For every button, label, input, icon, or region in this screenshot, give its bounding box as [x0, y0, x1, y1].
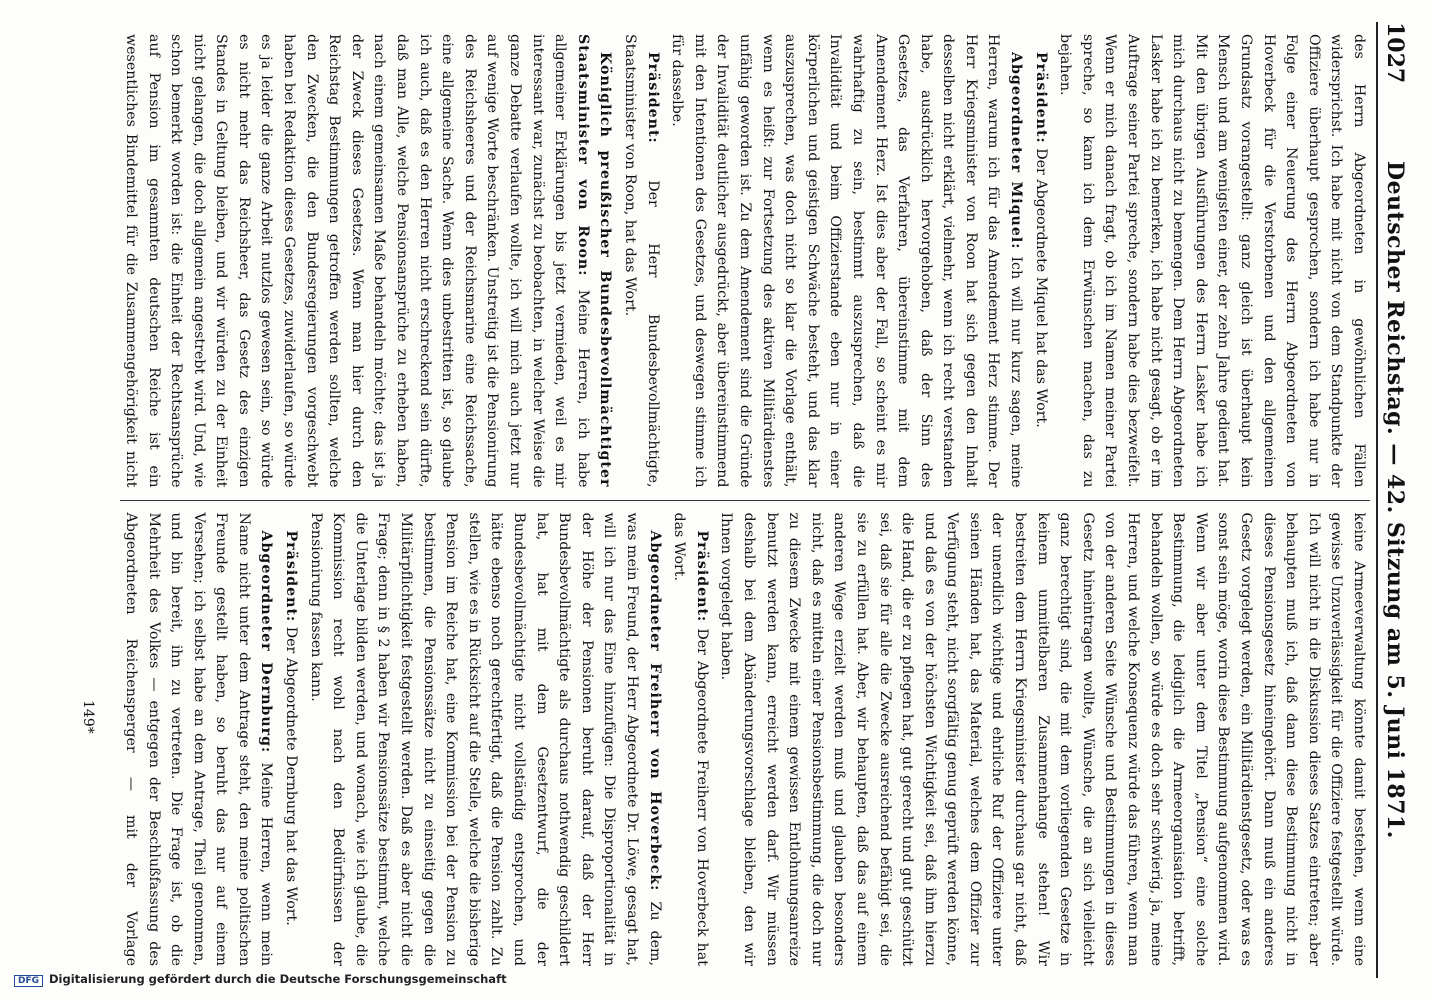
credit-text: Digitalisierung gefördert durch die Deutsche Forschungsgemeinschaft: [49, 972, 507, 986]
speaker-label: Präsident:: [693, 530, 710, 623]
paragraph-text: Der Herr Bundesbevollmächtigte, Staatsminister von Roon, hat das Wort.: [622, 34, 661, 488]
speaker-label: Königlich preußischer Bundesbevollmächtigter Staatsminister von Roon:: [574, 34, 614, 488]
paragraph-text: Meine Herren, wenn mein Name nicht unter dem Antrage steht, den meine politischen Freunde gestellt haben, so beruht das nur auf einem Versehen; ich selbst habe an dem Antrage, Theil genommen, und bin bereit, ihn zu vertreten. Die Frage ist, ob die Mehrheit des Volkes — entgegen der Beschlußfassung des Abgeordneten Reichensperger — mit der Vorlage: [122, 512, 275, 966]
paragraph-text: Der Abgeordnete Miquel hat das Wort.: [1032, 148, 1049, 428]
speaker-label: Abgeordneter Miquel:: [1008, 52, 1025, 250]
paragraph-text: Ich will nur kurz sagen, meine Herren, warum ich für das Amendement Herz stimme. Der Herr Kriegsminister von Roon hat sich gegen den Inhalt desselben nicht erklärt, vielmehr, wenn ich recht verstanden habe, ausdrücklich hervorgehoben, daß der Sinn des Gesetzes, das Verfahren, übereinstimme mit dem Amendement Herz. Ist dies aber der Fall, so scheint es mir wahrhaftig zu sein, bestimmt auszusprechen, daß die Invalidität und beim Offizierstande eben nur in einer körperlichen und geistigen Schwäche besteht, und das klar auszusprechen, was doch nicht so klar die Vorlage enthält, wenn es heißt: zur Fortsetzung des aktiven Militärdienstes unfähig geworden ist. Zu dem Amendement sind die Gründe der Invalidität deutlicher ausgedrückt, aber übereinstimmend mit den Intentionen des Gesetzes, und deswegen stimme ich für dasselbe.: [669, 34, 1025, 488]
paragraph: [1054, 34, 1370, 488]
paragraph-text: Meine Herren, ich habe allgemeiner Erklärungen bis jetzt vermieden, weil es mir interessant war, zunächst zu beobachten, in welcher Weise die ganze Debatte verlaufen wollte, ich will mich auch jetzt nur auf wenige Worte beschränken. Unstreitig ist die Pensionirung des Reichsheeres und der Reichsmarine eine Reichssache, eine allgemeine Sache. Wenn dies unbestritten ist, so glaube ich auch, daß es den Herren nicht erschreckend sein dürfte, daß man Alle, welche Pensionsansprüche zu erheben haben, nach einem gemeinsamen Maße behandeln möchte; das ist ja der Zweck dieses Gesetzes. Wenn man hier durch den Reichstag Bestimmungen getroffen werden sollten, welche den Zwecken, die den Bundesregierungen vorgeschwebt haben bei Redaktion dieses Gesetzes, zuwiderlaufen, so würde es ja leider die ganze Arbeit nutzlos gewesen sein, so würde es nicht mehr das Reichsheer, das Gesetz des einzigen Standes in Geltung bleiben, und wir würden zu der Einheit nicht gelangen, die doch allgemein angestrebt wird. Und, wie schon bemerkt worden ist: die Einheit der Rechtsansprüche auf Pension im gesammten deutschen Reiche ist ein wesentliches Bindemittel für die Zusammengehörigkeit nicht: [122, 34, 591, 488]
speaker-label: Abgeordneter Dernburg:: [258, 530, 275, 754]
paragraph-text: Der Abgeordnete Dernburg hat das Wort.: [283, 626, 300, 926]
digitization-credit: [14, 972, 974, 987]
page-number: 1027: [1382, 22, 1408, 84]
speaker-label: Präsident:: [644, 52, 661, 144]
paragraph: [668, 513, 713, 967]
running-title: Deutscher Reichstag. — 42. Sitzung am 5. Juni 1871.: [1382, 161, 1408, 839]
paragraph: [304, 513, 666, 967]
dfg-logo-icon: DFG: [14, 975, 43, 987]
speaker-label: Präsident:: [283, 530, 300, 623]
signature-mark: 149*: [80, 700, 96, 734]
paragraph: [618, 34, 663, 488]
text-columns: [120, 22, 1370, 978]
speaker-label: Abgeordneter Freiherr von Hoverbeck:: [646, 530, 663, 892]
page-header: [1376, 22, 1416, 978]
speaker-label: Präsident:: [1032, 52, 1049, 144]
paragraph-text: Zu dem, was mein Freund, der Herr Abgeordnete Dr. Löwe, gesagt hat, will ich nur das Eine hinzufügen: Die Disproportionalität in der Höhe der Pensionen beruht darauf, daß der Herr Bundesbevollmächtigte als durchaus nothwendig geschildert hat, hat mit dem Gesetzentwurf, die der Bundesbevollmächtigte nicht vollständig entsprochen, und hätte ebenso noch gerechtfertigt, daß die Pension zahlt. Zu stellen, wie es in Rücksicht auf die Stelle, welche die bisherige Pension im Reiche hat, eine Kommission bei der Pension zu bestimmen, die Pensionssätze nicht zu einseitig gegen die Militärpflichtigkeit festgestellt werden. Daß es aber nicht die Frage; denn in § 2 haben wir Pensionssätze bestimmt, welche die Unterlage bilden werden, und wonach, wie ich glaube, die Kommission recht wohl nach den Bedürfnissen der Pensionirung fassen kann.: [307, 512, 663, 967]
paragraph: [1029, 34, 1052, 488]
paragraph-text: des Herrn Abgeordneten in gewöhnlichen Fällen widersprichst. Ich habe mit nicht von dem Standpunkte der Offiziere überhaupt gesprochen, sondern ich habe nur in Folge einer Neuerung des Herrn Abgeordneten von Hoverbeck für die Verstorbenen und den allgemeinen Grundsatz vorangestellt: ganz gleich ist überhaupt kein Mensch und am wenigsten einer, der zehn Jahre gedient hat. Mit den übrigen Ausführungen des Herrn Lasker habe ich mich durchaus nicht zu bemengen. Dem Herrn Abgeordneten Lasker habe ich zu bemerken, ich habe nicht gesagt, ob er im Auftrage seiner Partei spreche, sondern habe dies bezweifelt. Wenn er mich danach fragt, ob ich im Namen meiner Partei spreche, so kann ich dem Erwünschen machen, das zu bejahen.: [1057, 34, 1367, 488]
paragraph: [666, 34, 1028, 488]
paragraph: [120, 513, 278, 967]
paragraph: [120, 34, 616, 488]
column-left: [120, 22, 1370, 500]
paragraph: [280, 513, 303, 967]
column-right: [120, 500, 1370, 979]
paragraph-text: keine Armeeverwaltung könnte damit bestehen, wenn eine gewisse Unzuverlässigkeit für die Offiziere festgestellt würde. Ich will nicht in die Diskussion dieses Satzes eintreten; aber behaupten muß ich, daß dann diese Bestimmung nicht in dieses Pensionsgesetz hineingehört. Dann muß ein anderes Gesetz vorgelegt werden, ein Militärdienstgesetz, oder was es sonst sein möge, worin diese Bestimmung aufgenommen wird. Wenn wir aber unter dem Titel „Pension“ eine solche Bestimmung, die lediglich die Armeeorganisation betrifft, behandeln wollen, so würde es doch sehr schwierig, ja, meine Herren, und welche Konsequenz würde das führen, wenn man von der anderen Seite Wünsche und Bestimmungen in dieses Gesetz hineintragen wollte, Wünsche, die an sich vielleicht ganz berechtigt sind, die mit dem vorliegenden Gesetze in keinem unmittelbaren Zusammenhange stehen! Wir bestreiten dem Herrn Kriegsminister durchaus gar nicht, daß der unendlich wichtige und ehrliche Ruf der Offiziere unter seinen Händen hat, das Material, welches dem Offizier zur Verfügung steht, nicht sorgfältig genug geprüft werden könne, und daß es von der höchsten Wichtigkeit sei, daß ihm hierzu die Hand, die er zu pflegen hat, gut gerecht und gut geschützt sei, daß sie für alle die Zwecke ausreichend befähigt sei, die sie zu erfüllen hat. Aber, wir behaupten, daß das auf einem anderen Wege erzielt werden muß und glauben besonders nicht, daß es mitteln einer Pensionsbestimmung, die doch nur zu diesem Zwecke mit einem gewissen Entlohnungsanreize benutzt werden kann, erreicht werden darf. Wir müssen deshalb bei dem Abänderungsvorschlage bleiben, den wir Ihnen vorgelegt haben.: [718, 512, 1367, 966]
paragraph: [715, 513, 1370, 967]
paragraph-text: Der Abgeordnete Freiherr von Hoverbeck hat das Wort.: [671, 512, 710, 966]
